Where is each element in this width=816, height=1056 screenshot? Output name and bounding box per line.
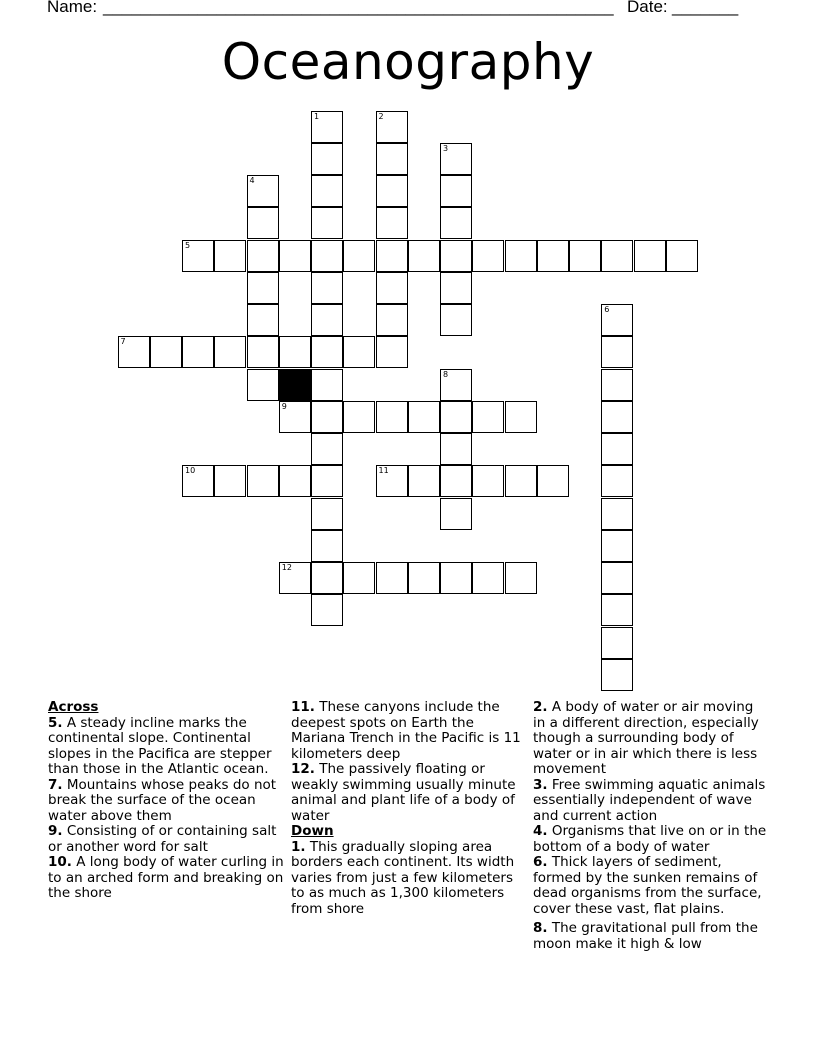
crossword-cell[interactable] (311, 207, 343, 239)
clue-down-4 (533, 824, 769, 855)
crossword-cell[interactable] (343, 336, 375, 368)
crossword-cell[interactable] (247, 175, 279, 207)
black-square (279, 369, 311, 401)
crossword-cell[interactable] (150, 336, 182, 368)
crossword-cell[interactable] (311, 369, 343, 401)
crossword-cell[interactable] (118, 336, 150, 368)
crossword-cell[interactable] (343, 401, 375, 433)
crossword-cell[interactable] (311, 111, 343, 143)
crossword-cell[interactable] (472, 562, 504, 594)
crossword-cell[interactable] (311, 594, 343, 626)
crossword-cell[interactable] (311, 272, 343, 304)
cell-number: 10 (185, 466, 196, 476)
crossword-cell[interactable] (408, 401, 440, 433)
crossword-cell[interactable] (311, 498, 343, 530)
cell-number: 4 (249, 176, 255, 185)
crossword-cell[interactable] (247, 336, 279, 368)
clue-number: 1. (291, 838, 306, 855)
crossword-cell[interactable] (440, 562, 472, 594)
crossword-cell[interactable] (601, 659, 633, 691)
page-title: Oceanography (221, 33, 595, 91)
crossword-cell[interactable] (472, 401, 504, 433)
crossword-cell[interactable] (247, 240, 279, 272)
crossword-cell[interactable] (440, 240, 472, 272)
crossword-cell[interactable] (408, 465, 440, 497)
crossword-cell[interactable] (214, 240, 246, 272)
crossword-cell[interactable] (472, 240, 504, 272)
crossword-cell[interactable] (182, 465, 214, 497)
clue-column-2 (291, 700, 527, 917)
clue-across-10 (48, 855, 284, 902)
clue-number: 6. (533, 854, 548, 870)
crossword-cell[interactable] (311, 530, 343, 562)
clue-number: 8. (533, 920, 548, 936)
crossword-cell[interactable] (182, 240, 214, 272)
crossword-cell[interactable] (247, 304, 279, 336)
clue-across-11 (291, 700, 527, 762)
clue-down-1 (291, 840, 527, 918)
crossword-cell[interactable] (440, 143, 472, 175)
cell-number: 11 (378, 466, 389, 476)
crossword-cell[interactable] (505, 465, 537, 497)
name-line: ______________________________________________________ (103, 0, 614, 16)
crossword-cell[interactable] (537, 240, 569, 272)
clue-number: 3. (533, 776, 548, 793)
crossword-cell[interactable] (311, 175, 343, 207)
crossword-cell[interactable] (311, 401, 343, 433)
crossword-cell[interactable] (440, 369, 472, 401)
clue-across-7 (48, 778, 284, 825)
clue-number: 10. (48, 854, 72, 870)
crossword-cell[interactable] (376, 336, 408, 368)
crossword-cell[interactable] (247, 369, 279, 401)
crossword-cell[interactable] (376, 175, 408, 207)
crossword-cell[interactable] (376, 143, 408, 175)
clue-text: The passively floating or weakly swimming usually minute animal and plant life of a body of water (291, 761, 516, 824)
crossword-cell[interactable] (311, 240, 343, 272)
crossword-cell[interactable] (440, 433, 472, 465)
cell-number: 12 (281, 563, 292, 572)
crossword-cell[interactable] (376, 111, 408, 143)
crossword-cell[interactable] (440, 272, 472, 304)
clue-text: Mountains whose peaks do not break the surface of the ocean water above them (48, 776, 277, 824)
clue-down-8 (533, 921, 769, 952)
crossword-cell[interactable] (505, 562, 537, 594)
crossword-cell[interactable] (376, 465, 408, 497)
crossword-cell[interactable] (472, 465, 504, 497)
crossword-cell[interactable] (182, 336, 214, 368)
clue-column-1 (48, 700, 284, 902)
crossword-cell[interactable] (376, 272, 408, 304)
crossword-cell[interactable] (311, 465, 343, 497)
crossword-cell[interactable] (247, 272, 279, 304)
crossword-cell[interactable] (311, 336, 343, 368)
crossword-cell[interactable] (601, 433, 633, 465)
cell-number: 1 (314, 111, 320, 121)
crossword-cell[interactable] (376, 562, 408, 594)
crossword-cell[interactable] (601, 530, 633, 562)
crossword-cell[interactable] (601, 498, 633, 530)
crossword-cell[interactable] (376, 401, 408, 433)
crossword-cell[interactable] (343, 562, 375, 594)
clue-text: A body of water or air moving in a different direction, especially though a surrounding body of water or in air which there is less movement (533, 699, 759, 777)
crossword-cell[interactable] (408, 562, 440, 594)
crossword-cell[interactable] (440, 498, 472, 530)
crossword-cell[interactable] (601, 304, 633, 336)
crossword-cell[interactable] (376, 240, 408, 272)
across-heading: Across (48, 699, 99, 715)
clue-number: 12. (291, 761, 315, 777)
crossword-cell[interactable] (279, 401, 311, 433)
clue-number: 9. (48, 823, 63, 839)
crossword-cell[interactable] (343, 240, 375, 272)
down-heading: Down (291, 823, 334, 839)
crossword-cell[interactable] (634, 240, 666, 272)
cell-number: 2 (378, 111, 384, 121)
crossword-cell[interactable] (214, 336, 246, 368)
crossword-cell[interactable] (537, 465, 569, 497)
clue-across-5 (48, 716, 284, 778)
clue-text: Thick layers of sediment, formed by the sunken remains of dead organisms from the surface, cover these vast, flat plains. (533, 854, 762, 917)
clue-text: Consisting of or containing salt or another word for salt (48, 823, 277, 855)
clue-down-2 (533, 700, 769, 778)
crossword-cell[interactable] (311, 304, 343, 336)
crossword-cell[interactable] (601, 336, 633, 368)
crossword-cell[interactable] (279, 562, 311, 594)
cell-number: 8 (443, 369, 449, 379)
clue-number: 7. (48, 776, 63, 793)
crossword-cell[interactable] (311, 143, 343, 175)
clue-number: 4. (533, 823, 548, 839)
crossword-cell[interactable] (569, 240, 601, 272)
clue-text: This gradually sloping area borders each continent. Its width varies from just a few kilometers to as much as 1,300 kilometers from shore (291, 838, 515, 917)
clue-number: 5. (48, 714, 63, 731)
clue-text: Organisms that live on or in the bottom of a body of water (533, 823, 767, 855)
crossword-cell[interactable] (440, 401, 472, 433)
cell-number: 5 (185, 240, 191, 250)
clue-text: A steady incline marks the continental slope. Continental slopes in the Pacifica are stepper than those in the Atlantic ocean. (48, 714, 272, 777)
crossword-cell[interactable] (601, 594, 633, 626)
crossword-cell[interactable] (408, 240, 440, 272)
crossword-cell[interactable] (601, 465, 633, 497)
clue-text: These canyons include the deepest spots on Earth the Mariana Trench in the Pacific is 11 kilometers deep (291, 699, 521, 762)
crossword-cell[interactable] (311, 433, 343, 465)
crossword-cell[interactable] (311, 562, 343, 594)
clue-text: The gravitational pull from the moon make it high & low (533, 920, 758, 952)
crossword-cell[interactable] (247, 207, 279, 239)
crossword-cell[interactable] (505, 401, 537, 433)
crossword-cell[interactable] (247, 465, 279, 497)
crossword-cell[interactable] (440, 465, 472, 497)
clue-down-3 (533, 778, 769, 825)
cell-number: 7 (120, 337, 126, 347)
crossword-cell[interactable] (440, 304, 472, 336)
crossword-cell[interactable] (440, 207, 472, 239)
cell-number: 3 (443, 143, 449, 153)
crossword-cell[interactable] (601, 369, 633, 401)
name-label: Name: (47, 0, 98, 16)
cell-number: 6 (604, 305, 610, 314)
crossword-cell[interactable] (376, 207, 408, 239)
cell-number: 9 (281, 401, 287, 411)
crossword-cell[interactable] (440, 175, 472, 207)
crossword-cell[interactable] (279, 240, 311, 272)
crossword-cell[interactable] (601, 401, 633, 433)
clue-column-3 (533, 700, 769, 952)
clue-down-6 (533, 855, 769, 917)
crossword-cell[interactable] (279, 336, 311, 368)
crossword-cell[interactable] (601, 562, 633, 594)
clue-across-12 (291, 762, 527, 824)
crossword-cell[interactable] (666, 240, 698, 272)
crossword-cell[interactable] (376, 304, 408, 336)
crossword-cell[interactable] (279, 465, 311, 497)
crossword-cell[interactable] (214, 465, 246, 497)
date-label: Date: (627, 0, 668, 16)
clue-across-9 (48, 824, 284, 855)
crossword-cell[interactable] (601, 627, 633, 659)
crossword-cell[interactable] (601, 240, 633, 272)
clue-number: 2. (533, 699, 548, 715)
date-line: _______ (672, 0, 739, 16)
clue-number: 11. (291, 699, 315, 715)
clue-text: A long body of water curling in to an arched form and breaking on the shore (48, 854, 284, 901)
clue-text: Free swimming aquatic animals essentially independent of wave and current action (533, 776, 766, 824)
crossword-cell[interactable] (505, 240, 537, 272)
